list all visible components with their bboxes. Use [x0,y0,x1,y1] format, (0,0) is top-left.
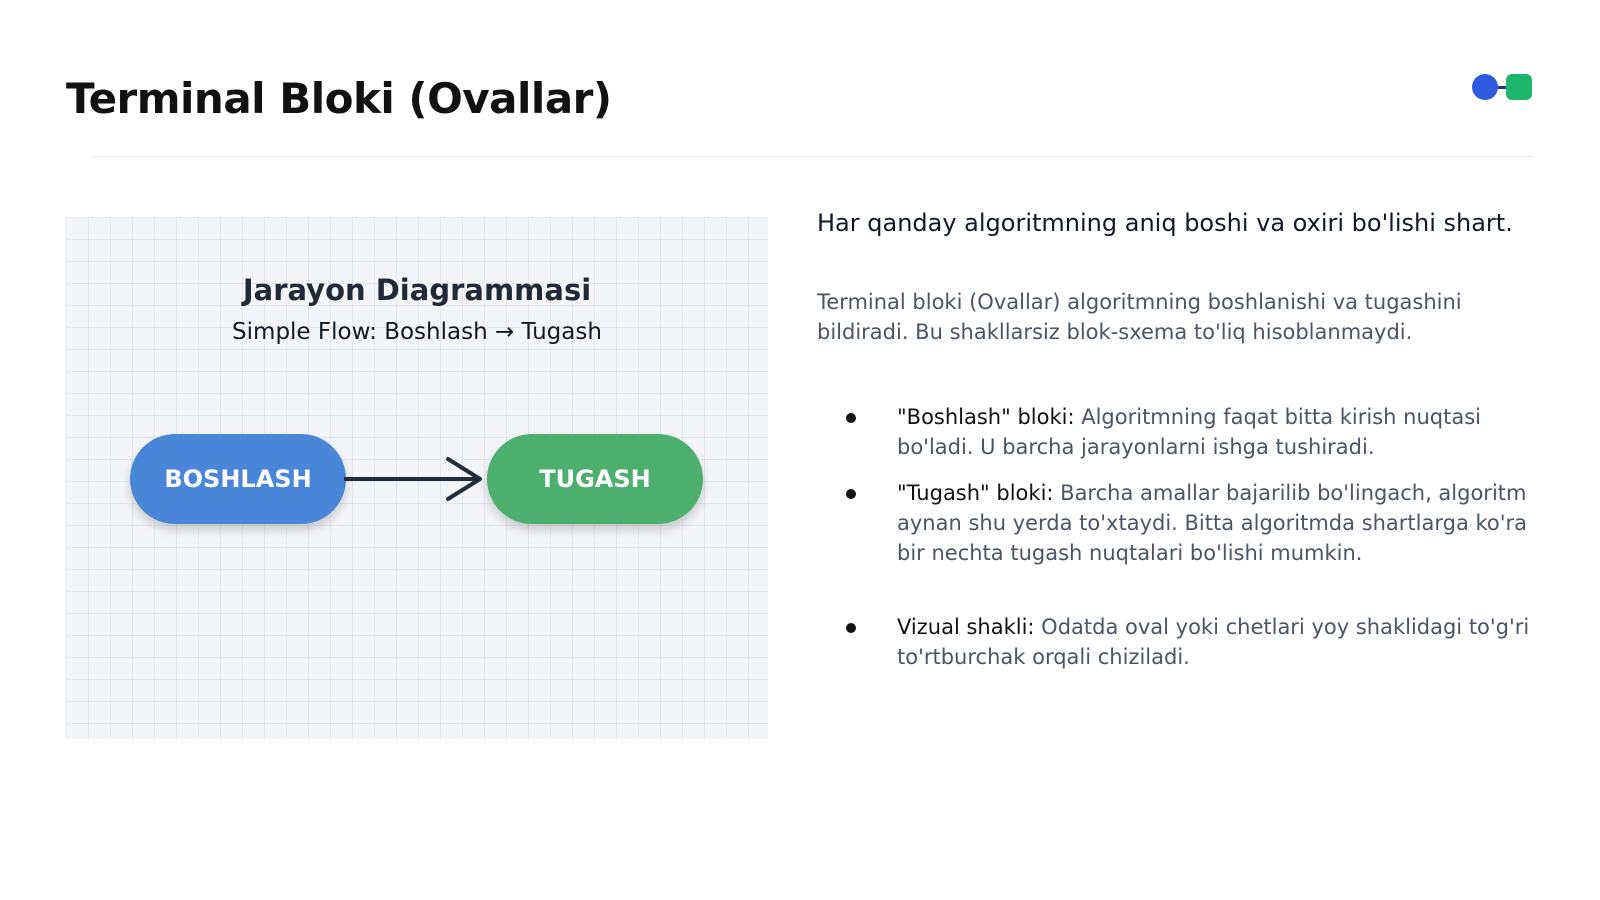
bullet-dot-icon [846,489,856,499]
start-terminal-node: BOSHLASH [130,434,346,524]
diagram-subtitle: Simple Flow: Boshlash → Tugash [232,319,602,345]
bullet-dot-icon [846,623,856,633]
header-divider [92,156,1534,157]
bullet-text [897,478,1532,568]
bullet-body: Barcha amallar bajarilib bo'lingach, algoritm aynan shu yerda to'xtaydi. Bitta algoritmda shartlarga ko'ra bir nechta tugash nuqtalari bo'lishi mumkin. [897,481,1528,565]
logo-square [1506,74,1532,100]
bullet-dot-icon [846,413,856,423]
bullet-label: "Tugash" bloki: [897,481,1054,505]
bullet-label: "Boshlash" bloki: [897,405,1075,429]
bullet-body: Odatda oval yoki chetlari yoy shaklidagi to'g'ri to'rtburchak orqali chiziladi. [897,615,1530,669]
description-text: Terminal bloki (Ovallar) algoritmning boshlanishi va tugashini bildiradi. Bu shakllarsiz blok-sxema to'liq hisoblanmaydi. [817,290,1462,344]
lead-text: Har qanday algoritmning aniq boshi va oxiri bo'lishi shart. [817,209,1513,237]
logo-circle [1472,74,1498,100]
slide-title: Terminal Bloki (Ovallar) [66,74,612,123]
bullet-text [897,612,1532,672]
bullet-body: Algoritmning faqat bitta kirish nuqtasi bo'ladi. U barcha jarayonlarni ishga tushiradi. [897,405,1481,459]
logo-icon [1472,72,1536,102]
end-terminal-node: TUGASH [487,434,703,524]
flow-diagram-panel [66,217,768,739]
flow-arrow-icon [344,452,489,506]
bullet-label: Vizual shakli: [897,615,1035,639]
diagram-title: Jarayon Diagrammasi [242,273,592,307]
bullet-text [897,402,1532,462]
